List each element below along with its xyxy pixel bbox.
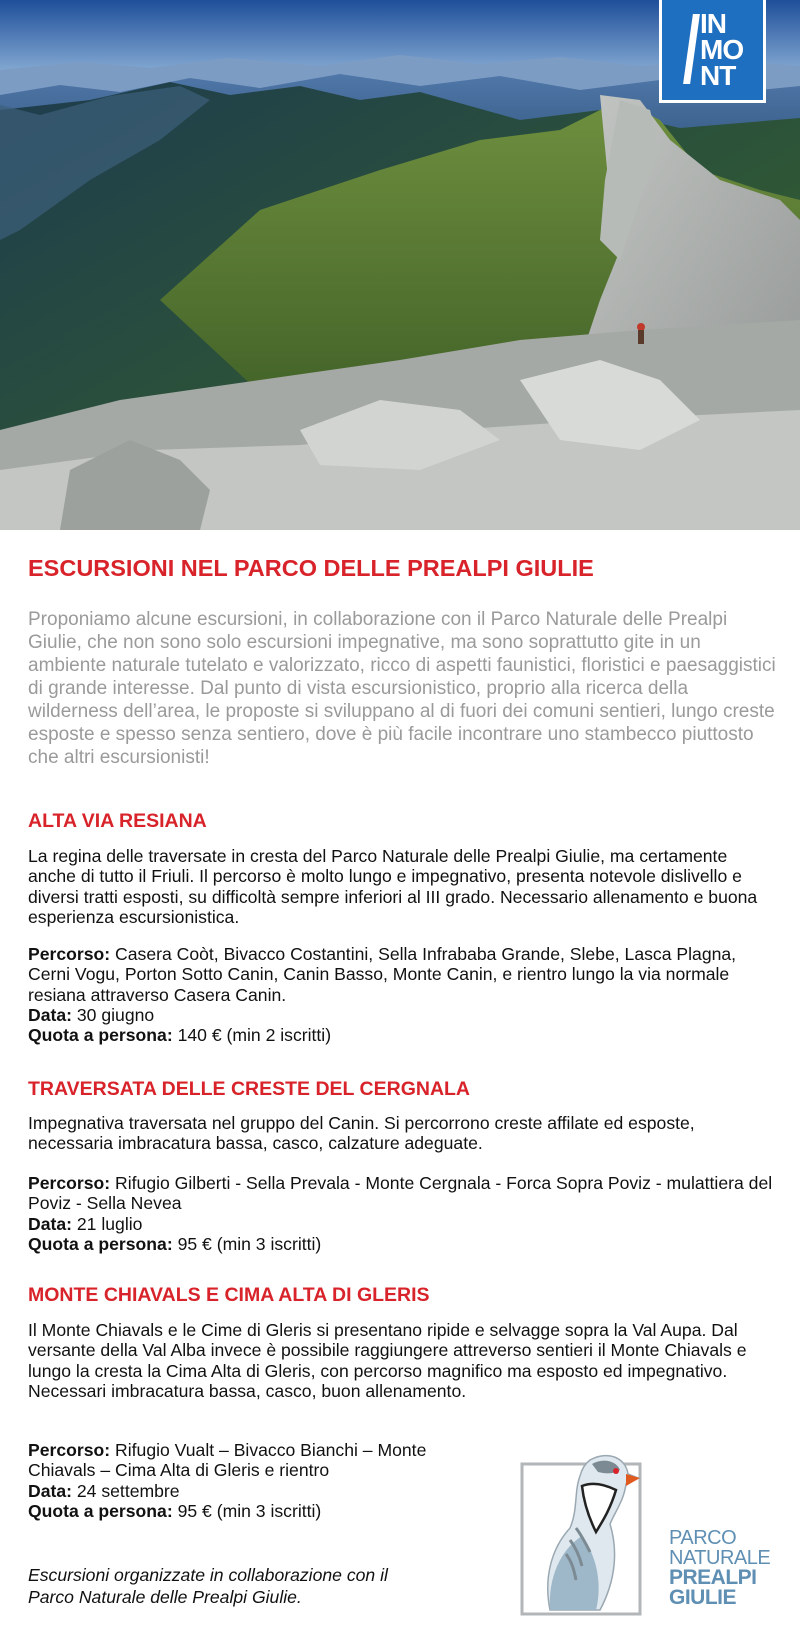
excursion-details-1 [28, 944, 778, 1045]
excursion-price-2: 95 € (min 3 iscritti) [177, 1233, 322, 1254]
parco-prealpi-giulie-logo [520, 1440, 790, 1620]
partridge-bird-icon [520, 1440, 670, 1620]
park-logo-line-3: PREALPI [669, 1566, 757, 1589]
hero-mountain-photo [0, 0, 800, 530]
park-logo-line-1: PARCO [669, 1527, 737, 1549]
park-logo-text [669, 1528, 770, 1608]
excursion-title-2: TRAVERSATA DELLE CRESTE DEL CERGNALA [28, 1078, 471, 1100]
price-label: Quota a persona: [28, 1025, 173, 1046]
excursion-date-2: 21 luglio [76, 1213, 143, 1234]
excursion-title-1: ALTA VIA RESIANA [28, 810, 207, 832]
excursion-details-3 [28, 1440, 448, 1521]
park-logo-line-4: GIULIE [669, 1586, 737, 1609]
price-label: Quota a persona: [28, 1233, 173, 1254]
excursion-route-1: Casera Coòt, Bivacco Costantini, Sella Infrababa Grande, Slebe, Lasca Plagna, Cerni Vogu, Porton Sotto Canin, Canin Basso, Monte Canin, e rientro lungo la via normale resiana attraverso Casera Canin. [28, 944, 737, 1005]
date-label: Data: [28, 1004, 72, 1025]
route-label: Percorso: [28, 1440, 111, 1460]
excursion-price-1: 140 € (min 2 iscritti) [177, 1025, 332, 1046]
excursion-details-2 [28, 1173, 778, 1254]
excursion-date-3: 24 settembre [76, 1480, 180, 1501]
excursion-route-3: Rifugio Vualt – Bivacco Bianchi – Monte Chiavals – Cima Alta di Gleris e rientro [28, 1440, 427, 1481]
route-label: Percorso: [28, 944, 111, 964]
park-logo-line-2: NATURALE [669, 1547, 771, 1569]
route-label: Percorso: [28, 1173, 111, 1193]
intro-paragraph: Proponiamo alcune escursioni, in collaborazione con il Parco Naturale delle Prealpi Giulie, che non sono solo escursioni impegnative, ma sono soprattutto gite in un ambiente naturale tutelato e valorizzato, ricco di aspetti faunistici, floristici e paesaggistici di grande interesse. Dal punto di vista escursionistico, proprio alla ricerca della wilderness dell’area, le proposte si sviluppano al di fuori dei comuni sentieri, lungo creste esposte e spesso senza sentiero, dove è più facile incontrare uno stambecco piuttosto che altri escursionisti! [28, 609, 776, 768]
footer-line-1: Escursioni organizzate in collaborazione con il [28, 1565, 388, 1585]
date-label: Data: [28, 1213, 72, 1234]
logo-line-3: NT [700, 60, 736, 91]
page-title: ESCURSIONI NEL PARCO DELLE PREALPI GIULIE [28, 555, 594, 581]
price-label: Quota a persona: [28, 1500, 173, 1521]
excursion-description-2: Impegnativa traversata nel gruppo del Canin. Si percorrono creste affilate ed esposte, necessaria imbracatura bassa, casco, calzature adeguate. [28, 1113, 695, 1154]
inmont-logo [659, 0, 766, 103]
logo-line-1: IN [700, 8, 726, 39]
excursion-description-3: Il Monte Chiavals e le Cime di Gleris si presentano ripide e selvagge sopra la Val Aupa. Dal versante della Val Alba invece è possibile raggiungere attreverso sentieri il Monte Chiavals e lungo la cresta la Cima Alta di Gleris, con percorso magnifico ma esposto ed impegnativo. Necessari imbracatura bassa, casco, buon allenamento. [28, 1320, 747, 1401]
footer-note [28, 1564, 388, 1608]
footer-line-2: Parco Naturale delle Prealpi Giulie. [28, 1587, 302, 1607]
date-label: Data: [28, 1480, 72, 1501]
excursion-description-1: La regina delle traversate in cresta del Parco Naturale delle Prealpi Giulie, ma certamente anche di tutto il Friuli. Il percorso è molto lungo e impegnativo, presenta notevole dislivello e diversi tratti esposti, su difficoltà sempre inferiori al III grado. Necessario allenamento e buona esperienza escursionistica. [28, 846, 758, 927]
excursion-title-3: MONTE CHIAVALS E CIMA ALTA DI GLERIS [28, 1284, 430, 1306]
logo-line-2: MO [700, 34, 744, 65]
excursion-date-1: 30 giugno [76, 1004, 155, 1025]
excursion-price-3: 95 € (min 3 iscritti) [177, 1500, 322, 1521]
excursion-route-2: Rifugio Gilberti - Sella Prevala - Monte Cergnala - Forca Sopra Poviz - mulattiera del Poviz - Sella Nevea [28, 1173, 773, 1214]
